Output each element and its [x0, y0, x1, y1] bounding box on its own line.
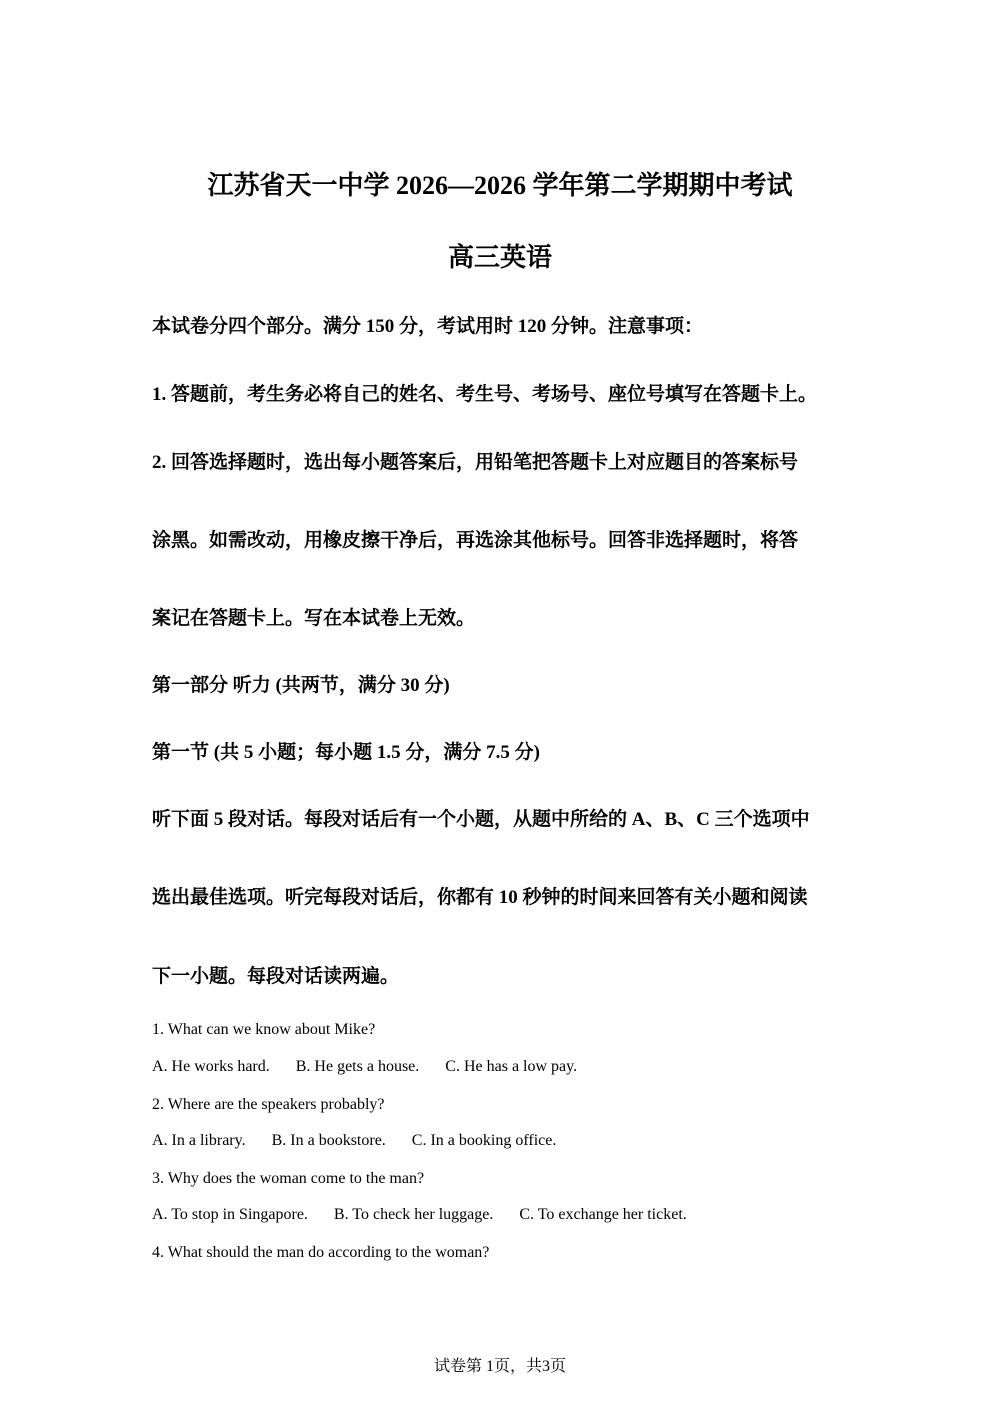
- listening-directions-line-2: 选出最佳选项。听完每段对话后，你都有 10 秒钟的时间来回答有关小题和阅读: [152, 887, 808, 908]
- question-3-option-c: C. To exchange her ticket.: [519, 1206, 687, 1223]
- question-1-stem: 1. What can we know about Mike?: [152, 1021, 376, 1038]
- instruction-item-2-line-3: 案记在答题卡上。写在本试卷上无效。: [152, 608, 476, 629]
- question-2-option-c: C. In a booking office.: [411, 1132, 557, 1149]
- instruction-item-2-line-2: 涂黑。如需改动，用橡皮擦干净后，再选涂其他标号。回答非选择题时，将答: [152, 530, 799, 551]
- question-4-stem: 4. What should the man do according to the woman?: [152, 1244, 490, 1261]
- page-footer: 试卷第 1页，共3页: [433, 1358, 566, 1375]
- question-2-stem: 2. Where are the speakers probably?: [152, 1096, 385, 1113]
- exam-subject: 高三英语: [447, 243, 552, 272]
- question-1-options: [152, 1055, 577, 1079]
- question-3-option-a: A. To stop in Singapore.: [152, 1206, 308, 1223]
- listening-directions-line-3: 下一小题。每段对话读两遍。: [152, 966, 400, 987]
- question-2-option-a: A. In a library.: [152, 1132, 246, 1149]
- section1-heading: 第一节 (共 5 小题；每小题 1.5 分，满分 7.5 分): [152, 742, 540, 763]
- instruction-item-2-line-1: 2. 回答选择题时，选出每小题答案后，用铅笔把答题卡上对应题目的答案标号: [152, 452, 799, 473]
- question-1-option-a: A. He works hard.: [152, 1058, 270, 1075]
- question-2-options: [152, 1129, 556, 1153]
- question-3-options: [152, 1203, 687, 1227]
- instruction-item-1: 1. 答题前，考生务必将自己的姓名、考生号、考场号、座位号填写在答题卡上。: [152, 384, 818, 405]
- part1-heading: 第一部分 听力 (共两节，满分 30 分): [152, 675, 450, 696]
- question-3-stem: 3. Why does the woman come to the man?: [152, 1170, 425, 1187]
- question-3-option-b: B. To check her luggage.: [333, 1206, 494, 1223]
- question-1-option-c: C. He has a low pay.: [445, 1058, 578, 1075]
- question-1-option-b: B. He gets a house.: [295, 1058, 420, 1075]
- listening-directions-line-1: 听下面 5 段对话。每段对话后有一个小题，从题中所给的 A、B、C 三个选项中: [152, 809, 810, 830]
- question-2-option-b: B. In a bookstore.: [271, 1132, 386, 1149]
- instructions-intro: 本试卷分四个部分。满分 150 分，考试用时 120 分钟。注意事项：: [152, 316, 704, 337]
- exam-title: 江苏省天一中学 2026—2026 学年第二学期期中考试: [207, 171, 793, 200]
